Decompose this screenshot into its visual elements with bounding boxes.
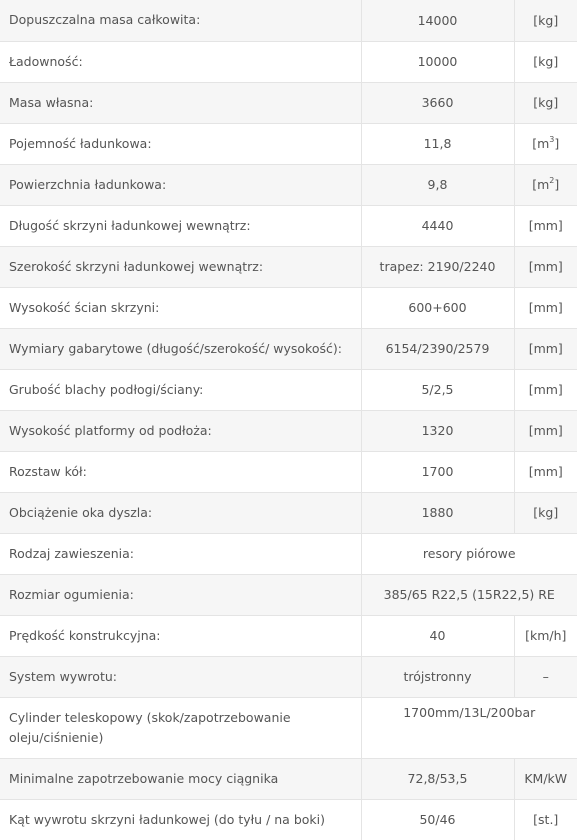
row-value: 50/46: [361, 799, 514, 840]
table-row: [0, 410, 577, 451]
table-row: [0, 328, 577, 369]
row-unit: [mm]: [514, 410, 577, 451]
row-unit: [mm]: [514, 328, 577, 369]
table-row: [0, 0, 577, 41]
row-value: 4440: [361, 205, 514, 246]
row-value: 3660: [361, 82, 514, 123]
row-unit: [kg]: [514, 0, 577, 41]
table-row: [0, 41, 577, 82]
row-unit: [mm]: [514, 287, 577, 328]
table-row: [0, 123, 577, 164]
row-value: 1880: [361, 492, 514, 533]
row-label: Minimalne zapotrzebowanie mocy ciągnika: [0, 758, 361, 799]
row-value: 1700: [361, 451, 514, 492]
row-value: 1320: [361, 410, 514, 451]
row-label: Obciążenie oka dyszla:: [0, 492, 361, 533]
row-value: trójstronny: [361, 656, 514, 697]
table-row: [0, 758, 577, 799]
row-label: Szerokość skrzyni ładunkowej wewnątrz:: [0, 246, 361, 287]
row-unit: [514, 164, 577, 205]
table-row: [0, 656, 577, 697]
row-value: 11,8: [361, 123, 514, 164]
row-unit: [mm]: [514, 205, 577, 246]
unit-exponent: 3: [549, 134, 555, 144]
row-value: 14000: [361, 0, 514, 41]
table-row: [0, 799, 577, 840]
row-value: 1700mm/13L/200bar: [361, 697, 577, 758]
table-row: [0, 615, 577, 656]
table-row: [0, 287, 577, 328]
row-label: System wywrotu:: [0, 656, 361, 697]
row-unit: [514, 123, 577, 164]
row-value: 40: [361, 615, 514, 656]
unit-close: ]: [554, 177, 560, 192]
row-value: 385/65 R22,5 (15R22,5) RE: [361, 574, 577, 615]
row-value: 5/2,5: [361, 369, 514, 410]
row-unit: [kg]: [514, 492, 577, 533]
row-value: resory piórowe: [361, 533, 577, 574]
table-row: [0, 492, 577, 533]
row-unit: KM/kW: [514, 758, 577, 799]
row-unit: [mm]: [514, 451, 577, 492]
row-value: 6154/2390/2579: [361, 328, 514, 369]
table-row: [0, 164, 577, 205]
unit-base: [m: [532, 177, 550, 192]
table-row: [0, 369, 577, 410]
unit-close: ]: [554, 136, 560, 151]
row-value: 600+600: [361, 287, 514, 328]
unit-base: [m: [532, 136, 550, 151]
row-label: Pojemność ładunkowa:: [0, 123, 361, 164]
table-row: [0, 697, 577, 758]
row-label: Rozmiar ogumienia:: [0, 574, 361, 615]
row-unit: –: [514, 656, 577, 697]
row-label: Ładowność:: [0, 41, 361, 82]
row-label: Dopuszczalna masa całkowita:: [0, 0, 361, 41]
row-value: 9,8: [361, 164, 514, 205]
row-label: Wymiary gabarytowe (długość/szerokość/ wysokość):: [0, 328, 361, 369]
row-label: Powierzchnia ładunkowa:: [0, 164, 361, 205]
row-unit: [kg]: [514, 82, 577, 123]
row-label: Grubość blachy podłogi/ściany:: [0, 369, 361, 410]
row-label: Masa własna:: [0, 82, 361, 123]
row-label: Kąt wywrotu skrzyni ładunkowej (do tyłu / na boki): [0, 799, 361, 840]
table-row: [0, 574, 577, 615]
row-value: 10000: [361, 41, 514, 82]
row-label: Wysokość ścian skrzyni:: [0, 287, 361, 328]
row-unit: [km/h]: [514, 615, 577, 656]
unit-exponent: 2: [549, 175, 555, 185]
row-label: Cylinder teleskopowy (skok/zapotrzebowanie oleju/ciśnienie): [0, 697, 361, 758]
row-unit: [kg]: [514, 41, 577, 82]
table-row: [0, 82, 577, 123]
table-row: [0, 451, 577, 492]
table-row: [0, 533, 577, 574]
row-label: Długość skrzyni ładunkowej wewnątrz:: [0, 205, 361, 246]
row-value: 72,8/53,5: [361, 758, 514, 799]
row-label: Rozstaw kół:: [0, 451, 361, 492]
row-label: Rodzaj zawieszenia:: [0, 533, 361, 574]
row-unit: [mm]: [514, 369, 577, 410]
table-row: [0, 246, 577, 287]
row-label: Prędkość konstrukcyjna:: [0, 615, 361, 656]
row-value: trapez: 2190/2240: [361, 246, 514, 287]
table-row: [0, 205, 577, 246]
row-unit: [st.]: [514, 799, 577, 840]
row-label: Wysokość platformy od podłoża:: [0, 410, 361, 451]
row-unit: [mm]: [514, 246, 577, 287]
